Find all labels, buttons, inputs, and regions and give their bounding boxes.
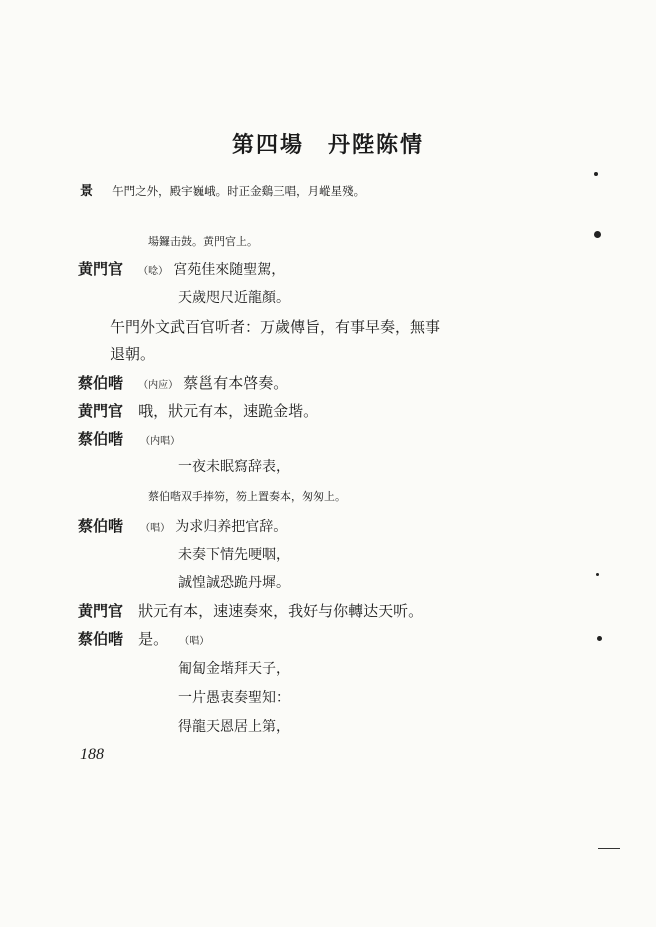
dialogue-line bbox=[78, 400, 318, 421]
scene-setting bbox=[80, 180, 365, 199]
performance-note: （唸） bbox=[138, 266, 169, 277]
binding-hole bbox=[594, 231, 601, 238]
scene-title: 第四場 丹陛陈情 bbox=[231, 132, 424, 158]
dialogue-line bbox=[78, 515, 287, 536]
speaker-name: 蔡伯喈 bbox=[78, 630, 124, 648]
verse-line: 得龍天恩居上第， bbox=[178, 719, 290, 735]
performance-note: （唱） bbox=[140, 523, 171, 534]
speech-text: 狀元有本，速速奏來，我好与你轉达天听。 bbox=[138, 602, 424, 620]
stage-direction: 蔡伯喈双手捧笏，笏上置奏本，匆匆上。 bbox=[148, 490, 346, 503]
speaker-name: 蔡伯喈 bbox=[78, 517, 124, 535]
scan-speck bbox=[596, 573, 599, 576]
verse-line: 天歲咫尺近龍顏。 bbox=[178, 290, 290, 306]
speech-text: 午門外文武百官听者：万歲傳旨，有事早奏，無事 bbox=[110, 318, 441, 336]
scan-mark bbox=[598, 848, 620, 849]
verse-line: 一片愚衷奏聖知： bbox=[178, 690, 290, 706]
speaker-name: 蔡伯喈 bbox=[78, 374, 124, 392]
performance-note: （唱） bbox=[179, 636, 210, 647]
performance-note: （内唱） bbox=[140, 436, 181, 447]
speaker-name: 黄門官 bbox=[78, 260, 124, 278]
verse-line: 匍匐金堦拜天子， bbox=[178, 661, 290, 677]
verse-text: 宮苑佳來随聖駕， bbox=[173, 262, 286, 278]
verse-text: 为求归养把官辞。 bbox=[175, 519, 288, 535]
speaker-name: 蔡伯喈 bbox=[78, 430, 124, 448]
dialogue-line bbox=[78, 628, 209, 649]
scene-description: 午門之外，殿宇巍峨。时正金鷄三唱，月嵷星殘。 bbox=[112, 184, 366, 198]
verse-line: 一夜未眠寫辞表， bbox=[178, 459, 290, 475]
verse-line: 未奏下情先哽咽， bbox=[178, 547, 290, 563]
scan-speck bbox=[594, 172, 598, 176]
speech-text: 退朝。 bbox=[110, 345, 156, 363]
speech-text: 是。 bbox=[138, 630, 169, 648]
speech-text: 哦，狀元有本，速跪金堦。 bbox=[138, 402, 319, 420]
speaker-name: 黄門官 bbox=[78, 602, 124, 620]
dialogue-line bbox=[78, 428, 180, 449]
page-number: 188 bbox=[80, 746, 104, 763]
performance-note: （内应） bbox=[138, 380, 179, 391]
speaker-name: 黄門官 bbox=[78, 402, 124, 420]
speech-text: 蔡邕有本啓奏。 bbox=[183, 374, 289, 392]
dialogue-line bbox=[78, 258, 285, 279]
scene-label: 景 bbox=[80, 184, 94, 199]
stage-direction: 場鑼击鼓。黄門官上。 bbox=[148, 235, 258, 248]
verse-line: 誠惶誠恐跪丹墀。 bbox=[178, 575, 290, 591]
dialogue-line bbox=[78, 372, 288, 393]
binding-hole bbox=[597, 636, 602, 641]
dialogue-line bbox=[78, 600, 423, 621]
